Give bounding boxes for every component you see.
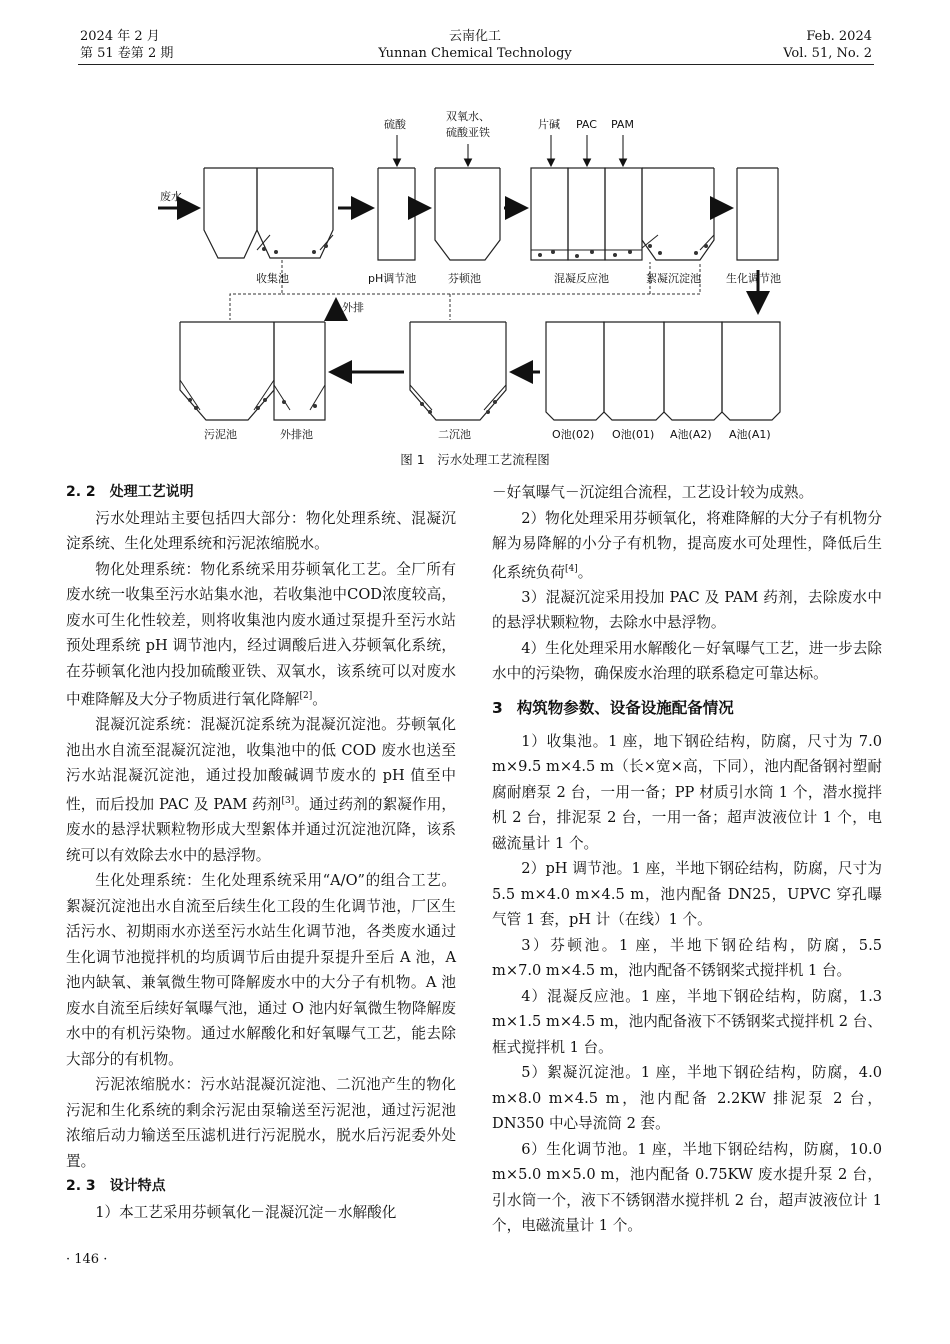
right-column bbox=[492, 480, 882, 1239]
coag-tank-cell-2 bbox=[568, 168, 605, 260]
section-title: 设计特点 bbox=[109, 1178, 166, 1195]
o2-pond-outline bbox=[546, 322, 604, 420]
paragraph: 4）生化处理采用水解酸化－好氧曝气工艺，进一步去除水中的污染物，确保废水治理的联系稳定可靠达标。 bbox=[492, 639, 882, 683]
ph-tank-outline bbox=[378, 168, 415, 260]
paragraph: 3）混凝沉淀采用投加 PAC 及 PAM 药剂，去除废水中的悬浮状颗粒物，去除水中悬浮物。 bbox=[492, 588, 882, 632]
section-2-3-heading bbox=[66, 1174, 456, 1200]
list-item: 1）收集池。1 座，地下钢砼结构，防腐，尺寸为 7.0 m×9.5 m×4.5 m（长×宽×高，下同），池内配备钢衬塑耐腐耐磨泵 2 台，一用一备；PP 材质引水筒 1 个，潜水搅拌机 2 台，排泥泵 2 台，一用一备；超声波液位计 1 个，电磁流量计 1 个。 bbox=[492, 732, 882, 852]
bio-tank-label: 生化调节池 bbox=[726, 272, 781, 285]
discharge-tank-outline bbox=[274, 322, 325, 420]
o2-pond-label: O池(02) bbox=[552, 428, 595, 441]
section-number: 2. 2 bbox=[66, 484, 96, 500]
discharge-flow-label: 外排 bbox=[342, 301, 364, 314]
list-item: 6）生化调节池。1 座，半地下钢砼结构，防腐，10.0 m×5.0 m×5.0 m，池内配备 0.75KW 废水提升泵 2 台，引水筒一个，液下不锈钢潜水搅拌机 2 台，超声波液位计 1 个，电磁流量计 1 个。 bbox=[492, 1140, 882, 1235]
collection-tank-hopper-1 bbox=[204, 168, 257, 258]
coag-tank-cell-3 bbox=[605, 168, 642, 260]
section-3-heading bbox=[492, 695, 882, 721]
chem-fenton-label-1: 双氧水、 bbox=[446, 110, 490, 123]
sludge-return-lines bbox=[230, 260, 700, 320]
chem-caustic-label: 片碱 bbox=[538, 118, 560, 131]
page-number: · 146 · bbox=[66, 1252, 108, 1267]
paragraph: 污泥浓缩脱水：污水站混凝沉淀池、二沉池产生的物化污泥和生化系统的剩余污泥由泵输送至污泥池，通过污泥池浓缩后动力输送至压滤机进行污泥脱水，脱水后污泥委外处置。 bbox=[66, 1076, 456, 1170]
collection-tank-label: 收集池 bbox=[256, 272, 289, 285]
paragraph: －好氧曝气－沉淀组合流程，工艺设计较为成熟。 bbox=[492, 484, 814, 501]
coag-tank-cell-1 bbox=[531, 168, 568, 260]
a2-pond-outline bbox=[664, 322, 722, 420]
fenton-tank-outline bbox=[435, 168, 500, 260]
secondary-settler-outline bbox=[410, 322, 506, 420]
citation: [3] bbox=[281, 795, 295, 806]
chem-fenton-label-2: 硫酸亚铁 bbox=[446, 126, 490, 139]
o1-pond-label: O池(01) bbox=[612, 428, 655, 441]
paragraph: 2）物化处理采用芬顿氧化，将难降解的大分子有机物分解为易降解的小分子有机物，提高废水可处理性，降低后生化系统负荷[4]。 bbox=[492, 509, 882, 581]
volume-issue: 第 51 卷第 2 期 bbox=[80, 46, 174, 61]
floc-tank-label: 絮凝沉淀池 bbox=[646, 272, 701, 285]
running-header-right bbox=[700, 28, 872, 62]
discharge-tank-label: 外排池 bbox=[280, 428, 313, 441]
citation: [2] bbox=[299, 691, 313, 701]
section-number: 2. 3 bbox=[66, 1178, 96, 1195]
journal-title-en: Yunnan Chemical Technology bbox=[378, 46, 572, 61]
collection-tank-hopper-2 bbox=[257, 168, 333, 258]
fenton-tank-label: 芬顿池 bbox=[448, 272, 481, 285]
coag-tank-label: 混凝反应池 bbox=[554, 272, 609, 285]
chem-pac-label: PAC bbox=[576, 118, 597, 131]
a1-pond-outline bbox=[722, 322, 780, 420]
paragraph: 物化处理系统：物化系统采用芬顿氧化工艺。全厂所有废水统一收集至污水站集水池，若收集池中COD浓度较高，废水可生化性较差，则将收集池内废水通过泵提升至污水站预处理系统 pH 调节池内，经过调酸后进入芬顿氧化系统，在芬顿氧化池内投加硫酸亚铁、双氧水，该系统可以对废水中难降解及大分子物质进行氧化降解[2]。 bbox=[66, 560, 456, 708]
issue-date: 2024 年 2 月 bbox=[80, 29, 160, 44]
journal-title-cn: 云南化工 bbox=[448, 29, 501, 44]
sludge-particles bbox=[188, 244, 708, 414]
secondary-settler-label: 二沉池 bbox=[438, 428, 471, 441]
left-column bbox=[66, 480, 456, 1225]
running-header-left bbox=[80, 28, 173, 62]
list-item: 3）芬顿池。1 座，半地下钢砼结构，防腐，5.5 m×7.0 m×4.5 m，池内配备不锈钢桨式搅拌机 1 台。 bbox=[492, 936, 882, 980]
figure-caption: 图 1 污水处理工艺流程图 bbox=[400, 452, 550, 467]
issue-date-en: Feb. 2024 bbox=[806, 29, 872, 44]
bio-tank-outline bbox=[737, 168, 778, 260]
chem-acid-label: 硫酸 bbox=[384, 118, 406, 131]
section-title: 构筑物参数、设备设施配备情况 bbox=[516, 698, 734, 717]
list-item: 4）混凝反应池。1 座，半地下钢砼结构，防腐，1.3 m×1.5 m×4.5 m，池内配备液下不锈钢桨式搅拌机 2 台、框式搅拌机 1 台。 bbox=[492, 987, 882, 1056]
sludge-tank-label: 污泥池 bbox=[204, 428, 237, 441]
a2-pond-label: A池(A2) bbox=[670, 428, 712, 441]
citation: [4] bbox=[564, 563, 578, 574]
section-number: 3 bbox=[492, 698, 503, 717]
list-item: 2）pH 调节池。1 座，半地下钢砼结构，防腐，尺寸为 5.5 m×4.0 m×4.5 m，池内配备 DN25，UPVC 穿孔曝气管 1 套，pH 计（在线）1 个。 bbox=[492, 860, 882, 929]
a1-pond-label: A池(A1) bbox=[729, 428, 771, 441]
paragraph: 1）本工艺采用芬顿氧化－混凝沉淀－水解酸化 bbox=[95, 1203, 397, 1221]
inlet-label: 废水 bbox=[160, 190, 182, 203]
chem-pam-label: PAM bbox=[611, 118, 634, 131]
process-flow-diagram bbox=[140, 100, 800, 445]
o1-pond-outline bbox=[604, 322, 664, 420]
sludge-tank-outline bbox=[180, 322, 274, 420]
list-item: 5）絮凝沉淀池。1 座，半地下钢砼结构，防腐，4.0 m×8.0 m×4.5 m，池内配备 2.2KW 排泥泵 2 台，DN350 中心导流筒 2 套。 bbox=[492, 1064, 882, 1133]
paragraph: 生化处理系统：生化处理系统采用“A/O”的组合工艺。絮凝沉淀池出水自流至后续生化工段的生化调节池，厂区生活污水、初期雨水亦送至污水站生化调节池，各类废水通过生化调节池搅拌机的均质调节后由提升泵提升至后 A 池，A 池内缺氧、兼氧微生物可降解废水中的大分子有机物。A 池废水自流至后续好氧曝气池，通过 O 池内好氧微生物降解废水中的有机污染物。通过水解酸化和好氧曝气工艺，能去除大部分的有机物。 bbox=[66, 872, 456, 1068]
paragraph: 混凝沉淀系统：混凝沉淀系统为混凝沉淀池。芬顿氧化池出水自流至混凝沉淀池，收集池中的低 COD 废水也送至污水站混凝沉淀池，通过投加酸碱调节废水的 pH 值至中性，而后投加 PAC 及 PAM 药剂[3]。通过药剂的絮凝作用，废水的悬浮状颗粒物形成大型絮体并通过沉淀池沉降，该系统可以有效除去水中的悬浮物。 bbox=[66, 716, 456, 864]
volume-issue-en: Vol. 51, No. 2 bbox=[783, 46, 872, 61]
section-2-2-heading bbox=[66, 480, 456, 506]
section-title: 处理工艺说明 bbox=[109, 484, 194, 500]
paragraph: 污水处理站主要包括四大部分：物化处理系统、混凝沉淀系统、生化处理系统和污泥浓缩脱水。 bbox=[66, 509, 456, 552]
ph-tank-label: pH调节池 bbox=[368, 272, 417, 285]
header-rule bbox=[78, 64, 874, 65]
running-header-center bbox=[300, 28, 650, 62]
